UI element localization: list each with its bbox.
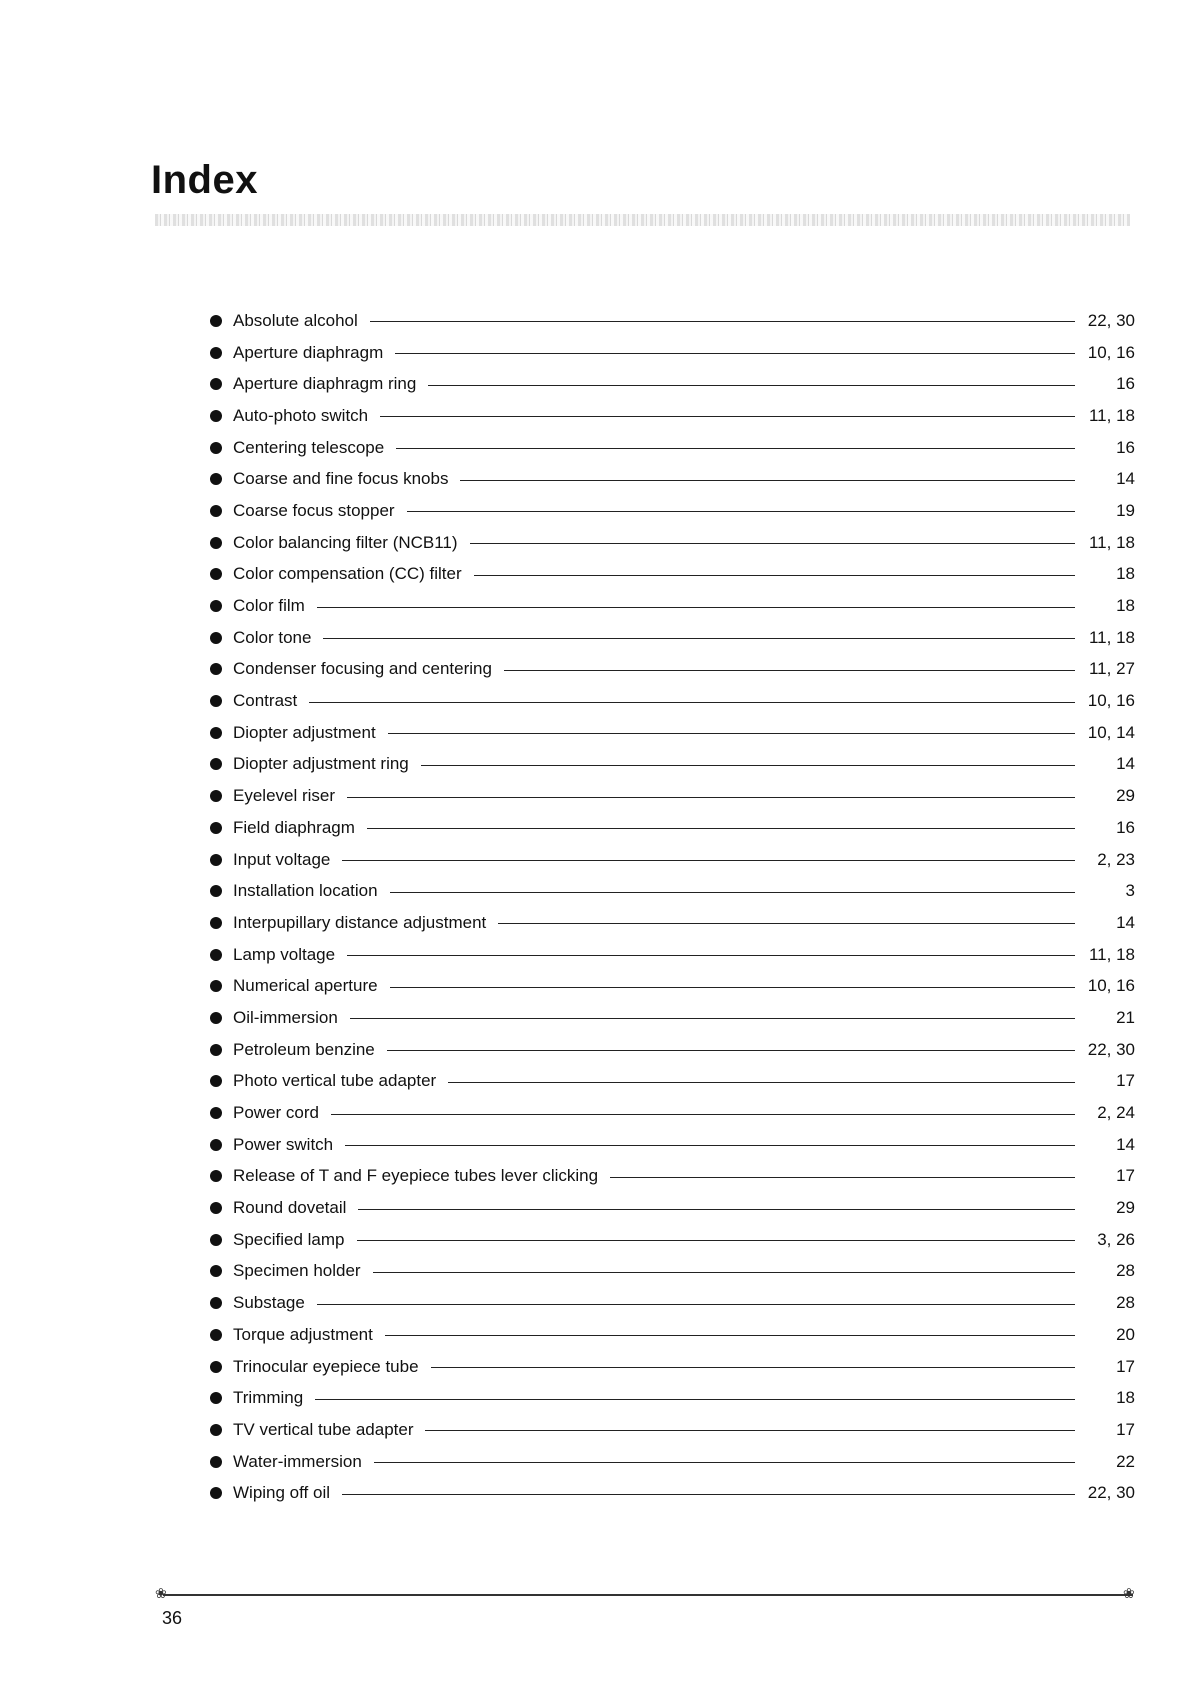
leader-line: [345, 1145, 1075, 1146]
bullet-icon: [210, 1329, 222, 1341]
bullet-icon: [210, 1139, 222, 1151]
ornament-right-icon: ❀: [1123, 1585, 1135, 1601]
leader-line: [374, 1462, 1075, 1463]
leader-line: [380, 416, 1075, 417]
index-pages: 17: [1116, 1419, 1135, 1439]
index-pages: 17: [1116, 1071, 1135, 1091]
index-pages: 28: [1116, 1293, 1135, 1313]
bullet-icon: [210, 1361, 222, 1373]
index-pages: 10, 16: [1087, 691, 1135, 711]
index-pages: 14: [1116, 754, 1135, 774]
index-term: Trinocular eyepiece tube: [233, 1356, 419, 1376]
index-entry: [210, 812, 1135, 844]
index-pages: 11, 27: [1088, 659, 1135, 679]
index-pages: 28: [1116, 1261, 1135, 1281]
index-term: Round dovetail: [233, 1198, 347, 1218]
index-entry: [210, 1414, 1135, 1446]
bullet-icon: [210, 1234, 222, 1246]
index-entry: [210, 875, 1135, 907]
leader-line: [474, 575, 1075, 576]
bullet-icon: [210, 917, 222, 929]
leader-line: [350, 1018, 1075, 1019]
index-pages: 16: [1116, 817, 1135, 837]
index-list: [210, 305, 1135, 1509]
leader-line: [421, 765, 1075, 766]
index-pages: 22: [1116, 1451, 1135, 1471]
index-pages: 2, 24: [1097, 1103, 1135, 1123]
index-entry: [210, 654, 1135, 686]
bullet-icon: [210, 1392, 222, 1404]
index-term: Diopter adjustment ring: [233, 754, 409, 774]
index-term: Aperture diaphragm: [233, 342, 384, 362]
index-pages: 18: [1116, 1388, 1135, 1408]
leader-line: [448, 1082, 1075, 1083]
index-entry: [210, 844, 1135, 876]
index-entry: [210, 1477, 1135, 1509]
index-entry: [210, 590, 1135, 622]
index-term: Condenser focusing and centering: [233, 659, 492, 679]
leader-line: [309, 702, 1075, 703]
index-term: Contrast: [233, 691, 298, 711]
leader-line: [470, 543, 1075, 544]
bullet-icon: [210, 854, 222, 866]
index-entry: [210, 432, 1135, 464]
index-entry: [210, 368, 1135, 400]
index-entry: [210, 495, 1135, 527]
index-term: Color balancing filter (NCB11): [233, 532, 458, 552]
leader-line: [347, 955, 1075, 956]
index-entry: [210, 1287, 1135, 1319]
leader-line: [317, 1304, 1075, 1305]
bullet-icon: [210, 1044, 222, 1056]
index-term: Power switch: [233, 1134, 334, 1154]
index-term: Interpupillary distance adjustment: [233, 912, 487, 932]
index-entry: [210, 1256, 1135, 1288]
leader-line: [390, 987, 1075, 988]
leader-line: [342, 1494, 1075, 1495]
index-pages: 29: [1116, 1198, 1135, 1218]
bullet-icon: [210, 600, 222, 612]
ornament-left-icon: ❀: [155, 1585, 167, 1601]
index-entry: [210, 305, 1135, 337]
index-entry: [210, 400, 1135, 432]
index-entry: [210, 1097, 1135, 1129]
index-pages: 11, 18: [1088, 627, 1135, 647]
bullet-icon: [210, 347, 222, 359]
index-term: Specified lamp: [233, 1229, 345, 1249]
index-pages: 3, 26: [1097, 1229, 1135, 1249]
bullet-icon: [210, 315, 222, 327]
leader-line: [317, 607, 1075, 608]
leader-line: [358, 1209, 1075, 1210]
index-pages: 20: [1116, 1324, 1135, 1344]
index-term: Field diaphragm: [233, 817, 355, 837]
footer-divider: [163, 1594, 1133, 1596]
index-pages: 2, 23: [1097, 849, 1135, 869]
index-term: Eyelevel riser: [233, 786, 336, 806]
bullet-icon: [210, 1170, 222, 1182]
bullet-icon: [210, 632, 222, 644]
leader-line: [370, 321, 1075, 322]
bullet-icon: [210, 1202, 222, 1214]
leader-line: [396, 448, 1075, 449]
leader-line: [331, 1114, 1075, 1115]
index-pages: 11, 18: [1088, 405, 1135, 425]
index-pages: 10, 16: [1087, 342, 1135, 362]
index-entry: [210, 1002, 1135, 1034]
index-pages: 17: [1116, 1166, 1135, 1186]
index-pages: 17: [1116, 1356, 1135, 1376]
leader-line: [347, 797, 1075, 798]
index-term: Color film: [233, 596, 305, 616]
bullet-icon: [210, 663, 222, 675]
bullet-icon: [210, 790, 222, 802]
index-pages: 14: [1116, 469, 1135, 489]
bullet-icon: [210, 378, 222, 390]
bullet-icon: [210, 410, 222, 422]
index-entry: [210, 559, 1135, 591]
index-entry: [210, 1066, 1135, 1098]
leader-line: [388, 733, 1075, 734]
index-entry: [210, 1129, 1135, 1161]
bullet-icon: [210, 949, 222, 961]
index-term: Coarse and fine focus knobs: [233, 469, 449, 489]
index-term: Installation location: [233, 881, 378, 901]
index-term: Specimen holder: [233, 1261, 361, 1281]
index-term: TV vertical tube adapter: [233, 1419, 414, 1439]
bullet-icon: [210, 442, 222, 454]
index-term: Centering telescope: [233, 437, 385, 457]
index-entry: [210, 717, 1135, 749]
bullet-icon: [210, 1075, 222, 1087]
index-entry: [210, 1034, 1135, 1066]
leader-line: [498, 923, 1075, 924]
index-term: Color tone: [233, 627, 312, 647]
leader-line: [342, 860, 1075, 861]
index-term: Input voltage: [233, 849, 331, 869]
index-pages: 22, 30: [1087, 1039, 1135, 1059]
leader-line: [367, 828, 1075, 829]
index-pages: 10, 16: [1087, 976, 1135, 996]
index-pages: 11, 18: [1088, 944, 1135, 964]
index-term: Water-immersion: [233, 1451, 362, 1471]
index-term: Torque adjustment: [233, 1324, 373, 1344]
index-entry: [210, 1351, 1135, 1383]
index-entry: [210, 780, 1135, 812]
index-entry: [210, 1382, 1135, 1414]
index-term: Oil-immersion: [233, 1007, 338, 1027]
leader-line: [460, 480, 1075, 481]
index-term: Numerical aperture: [233, 976, 378, 996]
index-pages: 18: [1116, 596, 1135, 616]
bullet-icon: [210, 727, 222, 739]
bullet-icon: [210, 1456, 222, 1468]
index-pages: 19: [1116, 500, 1135, 520]
bullet-icon: [210, 980, 222, 992]
index-pages: 3: [1125, 881, 1135, 901]
index-term: Trimming: [233, 1388, 304, 1408]
leader-line: [504, 670, 1075, 671]
index-pages: 11, 18: [1088, 532, 1135, 552]
bullet-icon: [210, 1265, 222, 1277]
index-entry: [210, 1224, 1135, 1256]
leader-line: [395, 353, 1075, 354]
leader-line: [323, 638, 1075, 639]
leader-line: [407, 511, 1075, 512]
index-term: Absolute alcohol: [233, 310, 358, 330]
leader-line: [390, 892, 1075, 893]
index-entry: [210, 622, 1135, 654]
index-entry: [210, 1446, 1135, 1478]
bullet-icon: [210, 885, 222, 897]
leader-line: [373, 1272, 1075, 1273]
index-term: Auto-photo switch: [233, 405, 369, 425]
leader-line: [387, 1050, 1075, 1051]
index-entry: [210, 1319, 1135, 1351]
index-pages: 16: [1116, 437, 1135, 457]
index-entry: [210, 970, 1135, 1002]
leader-line: [610, 1177, 1075, 1178]
leader-line: [315, 1399, 1075, 1400]
bullet-icon: [210, 695, 222, 707]
index-pages: 14: [1116, 912, 1135, 932]
index-term: Petroleum benzine: [233, 1039, 375, 1059]
index-term: Wiping off oil: [233, 1483, 331, 1503]
index-entry: [210, 1192, 1135, 1224]
bullet-icon: [210, 1487, 222, 1499]
page-number: 36: [162, 1608, 183, 1628]
index-pages: 22, 30: [1087, 1483, 1135, 1503]
index-term: Substage: [233, 1293, 305, 1313]
index-entry: [210, 463, 1135, 495]
index-term: Aperture diaphragm ring: [233, 374, 417, 394]
index-pages: 22, 30: [1087, 310, 1135, 330]
bullet-icon: [210, 822, 222, 834]
index-entry: [210, 337, 1135, 369]
index-term: Lamp voltage: [233, 944, 336, 964]
index-entry: [210, 685, 1135, 717]
index-pages: 18: [1116, 564, 1135, 584]
leader-line: [385, 1335, 1075, 1336]
index-entry: [210, 907, 1135, 939]
index-pages: 10, 14: [1087, 722, 1135, 742]
index-term: Coarse focus stopper: [233, 500, 395, 520]
index-term: Photo vertical tube adapter: [233, 1071, 437, 1091]
bullet-icon: [210, 1297, 222, 1309]
bullet-icon: [210, 758, 222, 770]
index-term: Power cord: [233, 1103, 319, 1123]
bullet-icon: [210, 1107, 222, 1119]
bullet-icon: [210, 568, 222, 580]
bullet-icon: [210, 473, 222, 485]
leader-line: [425, 1430, 1075, 1431]
bullet-icon: [210, 537, 222, 549]
index-term: Color compensation (CC) filter: [233, 564, 462, 584]
bullet-icon: [210, 505, 222, 517]
index-pages: 21: [1116, 1007, 1135, 1027]
bullet-icon: [210, 1012, 222, 1024]
bullet-icon: [210, 1424, 222, 1436]
index-entry: [210, 749, 1135, 781]
index-pages: 29: [1116, 786, 1135, 806]
index-term: Diopter adjustment: [233, 722, 376, 742]
index-entry: [210, 1161, 1135, 1193]
index-entry: [210, 527, 1135, 559]
leader-line: [357, 1240, 1075, 1241]
page-title: Index: [151, 158, 258, 202]
index-pages: 14: [1116, 1134, 1135, 1154]
leader-line: [428, 385, 1075, 386]
title-divider: [155, 214, 1130, 226]
index-term: Release of T and F eyepiece tubes lever clicking: [233, 1166, 599, 1186]
leader-line: [431, 1367, 1075, 1368]
index-entry: [210, 939, 1135, 971]
index-pages: 16: [1116, 374, 1135, 394]
